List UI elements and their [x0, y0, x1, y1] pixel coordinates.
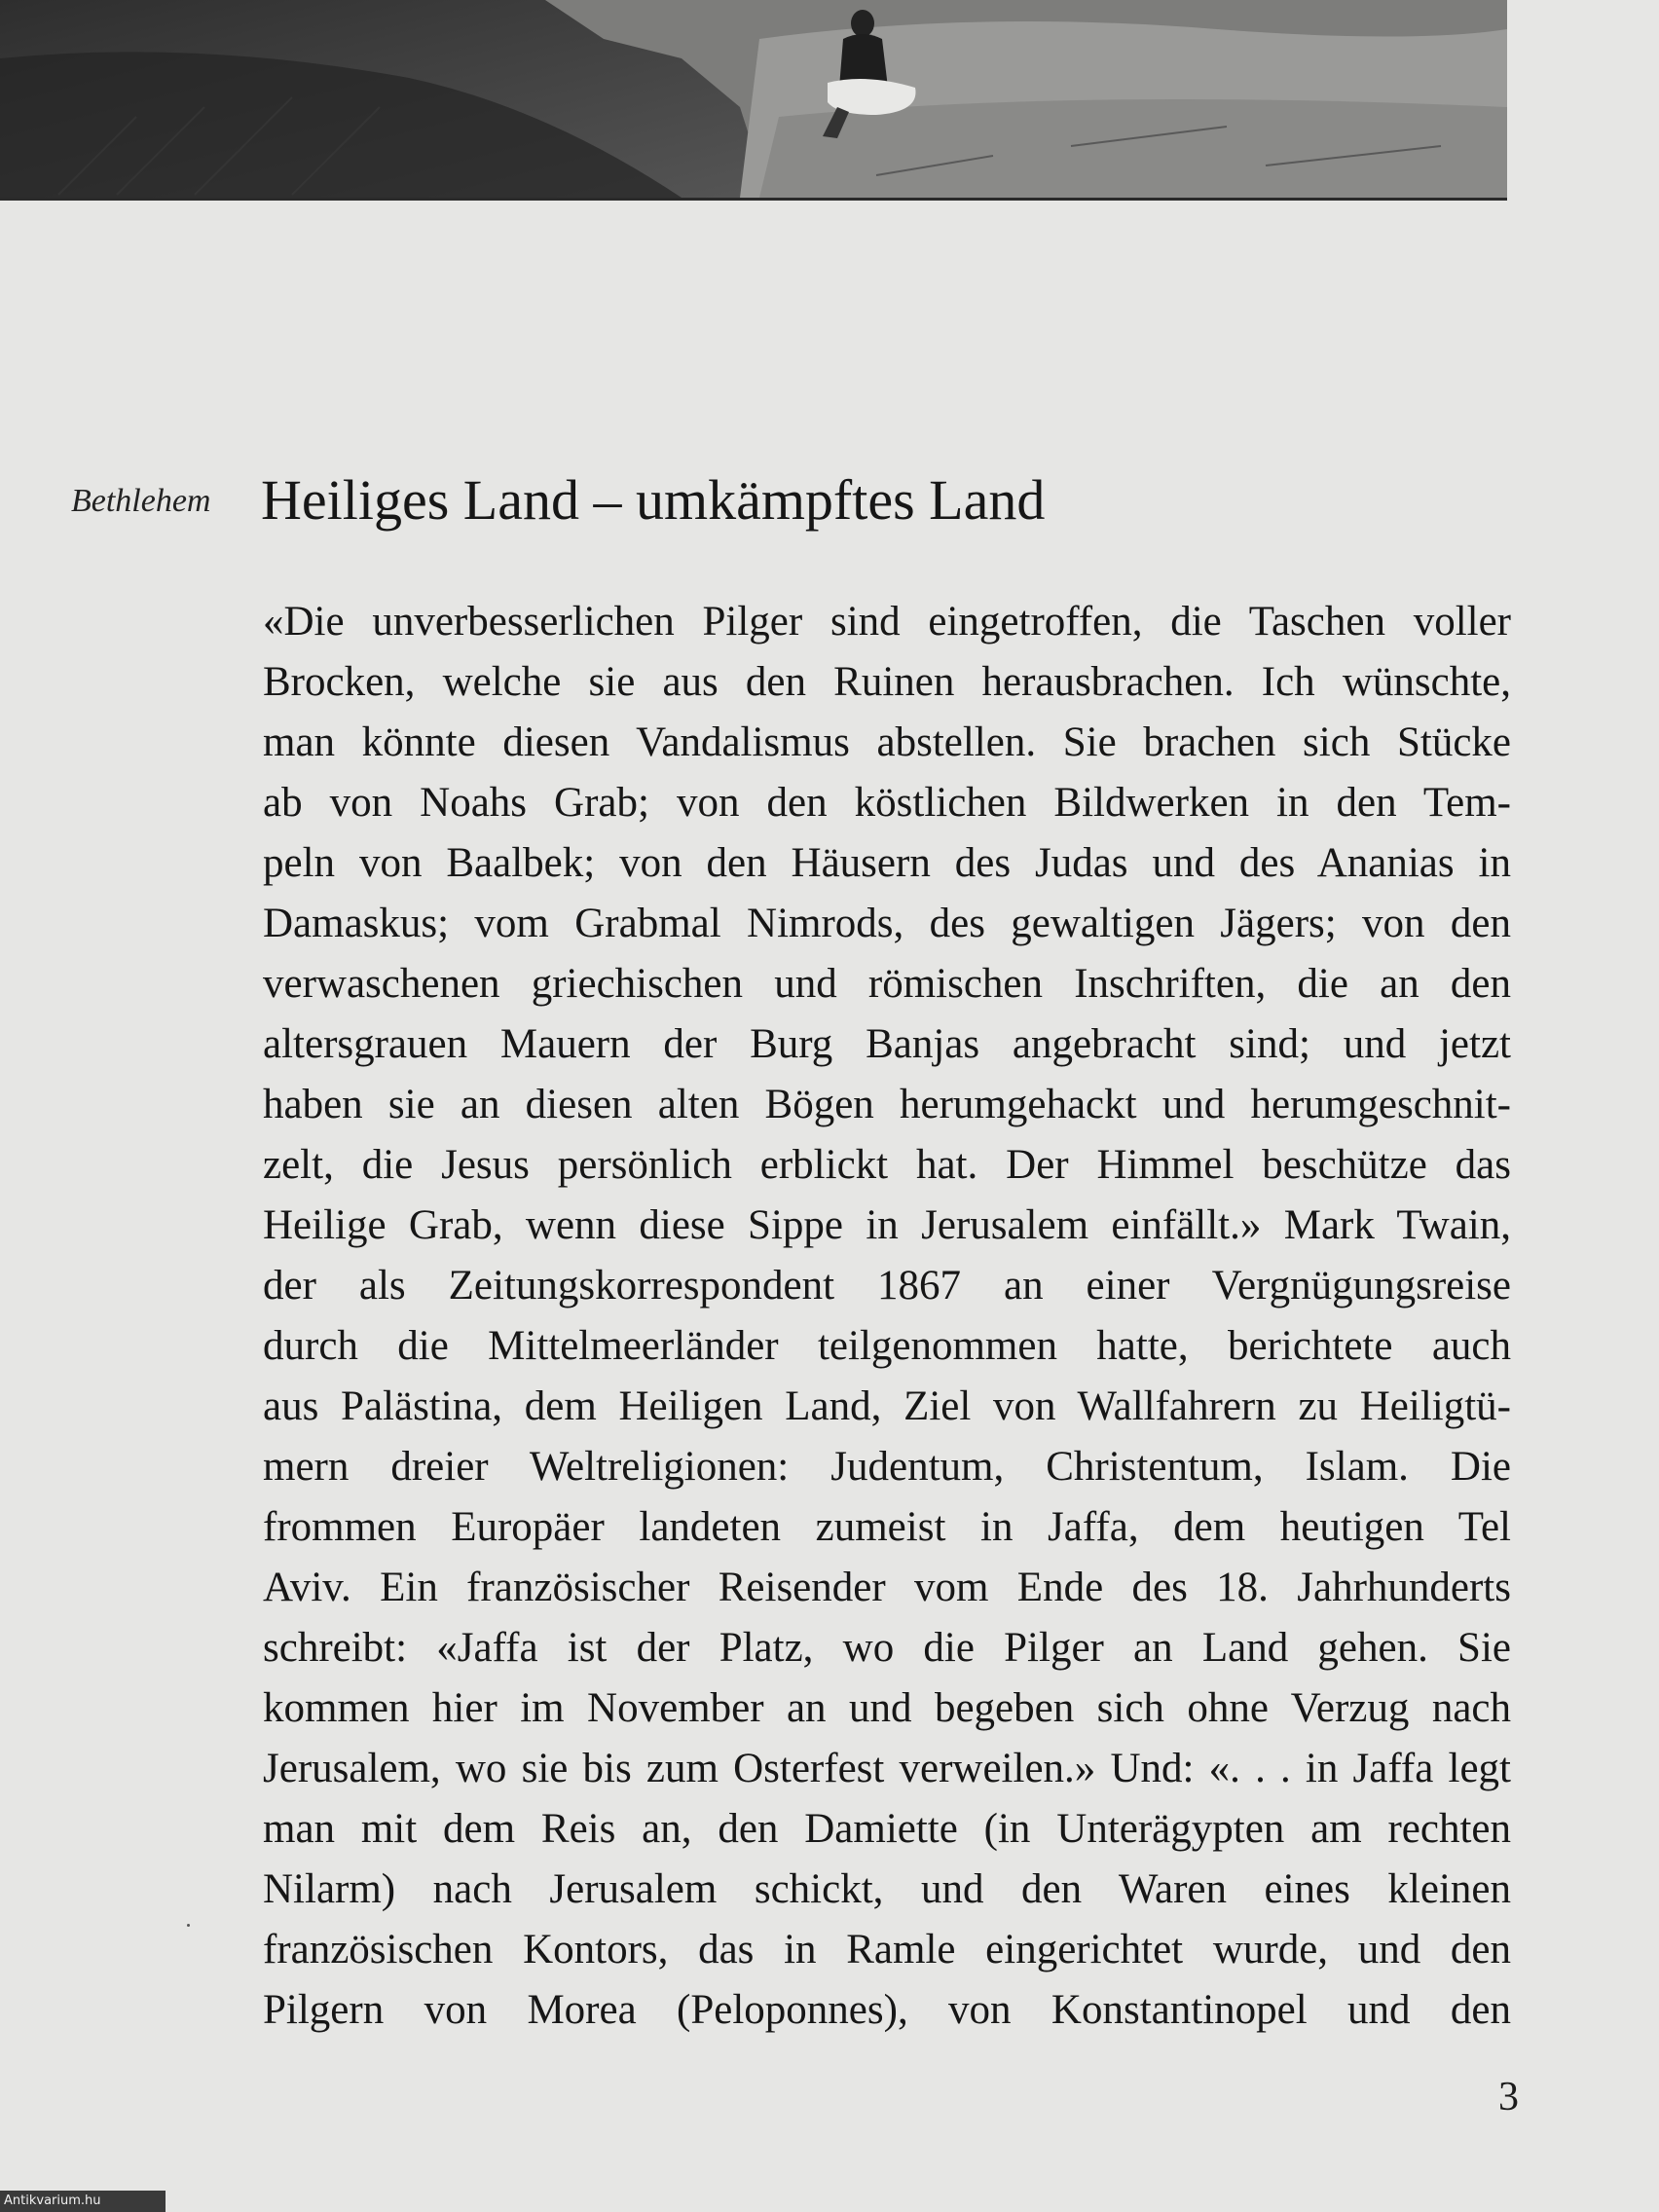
text-line: frommen Europäer landeten zumeist in Jaffa, dem heutigen Tel: [263, 1504, 1511, 1550]
text-line: altersgrauen Mauern der Burg Banjas angebracht sind; und jetzt: [263, 1021, 1511, 1067]
text-line: Pilgern von Morea (Peloponnes), von Konstantinopel und den: [263, 1987, 1511, 2033]
illustration-top: [0, 0, 1507, 201]
text-line: durch die Mittelmeerländer teilgenommen hatte, berichtete auch: [263, 1323, 1511, 1369]
text-line: aus Palästina, dem Heiligen Land, Ziel von Wallfahrern zu Heiligtü-: [263, 1383, 1511, 1429]
text-line: Aviv. Ein französischer Reisender vom Ende des 18. Jahrhunderts: [263, 1565, 1511, 1610]
watermark: Antikvarium.hu: [0, 2191, 166, 2212]
paper-speck: [187, 1924, 190, 1927]
text-line: peln von Baalbek; von den Häusern des Judas und des Ananias in: [263, 840, 1511, 886]
text-line: schreibt: «Jaffa ist der Platz, wo die Pilger an Land gehen. Sie: [263, 1625, 1511, 1671]
text-line: haben sie an diesen alten Bögen herumgehackt und herumgeschnit-: [263, 1082, 1511, 1127]
text-line: «Die unverbesserlichen Pilger sind eingetroffen, die Taschen voller: [263, 599, 1511, 645]
text-line: man könnte diesen Vandalismus abstellen. Sie brachen sich Stücke: [263, 719, 1511, 765]
section-heading: Heiliges Land – umkämpftes Land: [261, 468, 1046, 532]
text-line: Nilarm) nach Jerusalem schickt, und den Waren eines kleinen: [263, 1866, 1511, 1912]
text-line: ab von Noahs Grab; von den köstlichen Bildwerken in den Tem-: [263, 780, 1511, 826]
margin-label: Bethlehem: [71, 483, 211, 519]
text-line: mern dreier Weltreligionen: Judentum, Christentum, Islam. Die: [263, 1444, 1511, 1490]
text-line: man mit dem Reis an, den Damiette (in Unterägypten am rechten: [263, 1806, 1511, 1852]
text-line: Jerusalem, wo sie bis zum Osterfest verweilen.» Und: «. . . in Jaffa legt: [263, 1746, 1511, 1791]
text-line: kommen hier im November an und begeben sich ohne Verzug nach: [263, 1685, 1511, 1731]
page-number: 3: [1498, 2075, 1519, 2120]
text-line: verwaschenen griechischen und römischen Inschriften, die an den: [263, 961, 1511, 1007]
text-line: Damaskus; vom Grabmal Nimrods, des gewaltigen Jägers; von den: [263, 901, 1511, 946]
text-line: zelt, die Jesus persönlich erblickt hat. Der Himmel beschütze das: [263, 1142, 1511, 1188]
text-line: französischen Kontors, das in Ramle eingerichtet wurde, und den: [263, 1927, 1511, 1972]
body-paragraph: [263, 592, 1511, 2041]
text-line: Brocken, welche sie aus den Ruinen herausbrachen. Ich wünschte,: [263, 659, 1511, 705]
text-line: der als Zeitungskorrespondent 1867 an einer Vergnügungsreise: [263, 1263, 1511, 1309]
text-line: Heilige Grab, wenn diese Sippe in Jerusalem einfällt.» Mark Twain,: [263, 1202, 1511, 1248]
